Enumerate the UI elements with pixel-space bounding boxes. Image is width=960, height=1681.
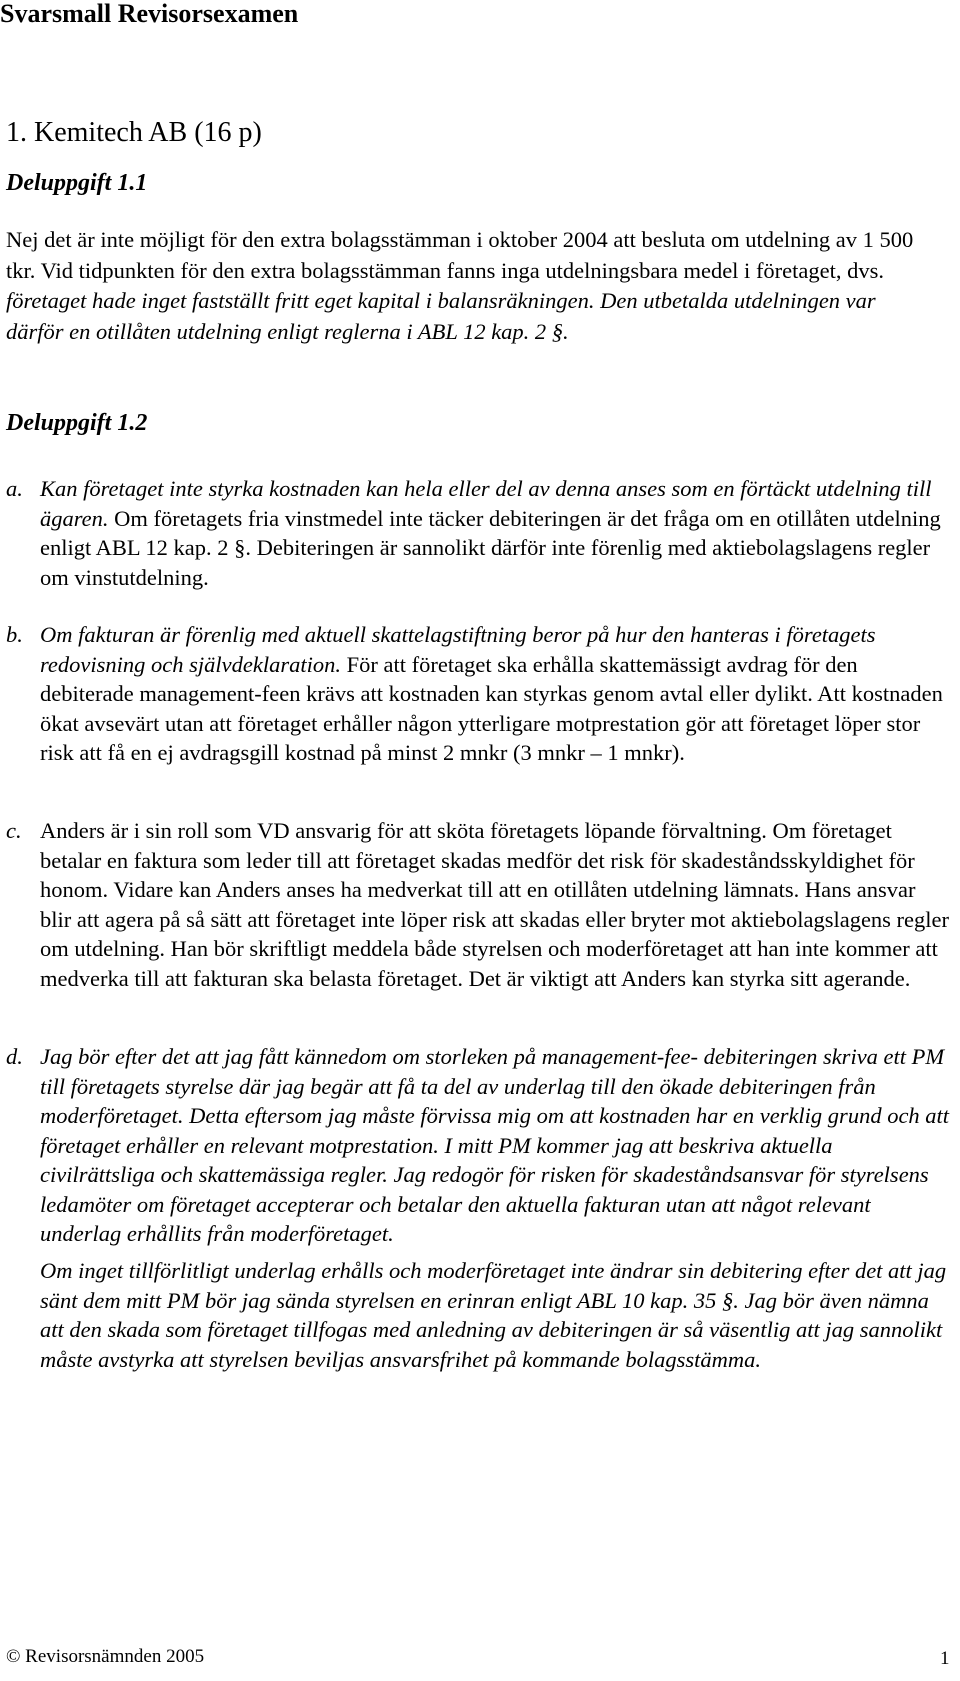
item-a-normal: Om företagets fria vinstmedel inte täcker debiteringen är det fråga om en otillåten utdelning enligt ABL 12 kap. 2 §. Debiteringen är sannolikt därför inte förenlig med aktiebolagslagens regler om vinstutdelning. [40, 505, 941, 590]
section-title: 1. Kemitech AB (16 p) [6, 117, 262, 148]
answer-1-1-normal: Nej det är inte möjligt för den extra bolagsstämman i oktober 2004 att besluta om utdelning av 1 500 tkr. Vid tidpunkten för den extra bolagsstämman fanns inga utdelningsbara medel i företaget, dvs. [6, 227, 914, 283]
item-b-italic: Om fakturan är förenlig med aktuell skattelagstiftning beror på hur den hanteras i företagets redovisning och självdeklaration. [40, 622, 876, 677]
item-b-normal: För att företaget ska erhålla skattemässigt avdrag för den debiterade management-feen krävs att kostnaden kan styrkas genom avtal eller dylikt. Att kostnaden ökat avsevärt utan att företaget erhåller någon ytterligare motprestation gör att företaget löper stor risk att få en ej avdragsgill kostnad på minst 2 mnkr (3 mnkr – 1 mnkr). [40, 651, 943, 765]
page-header: Svarsmall Revisorsexamen [0, 0, 299, 28]
item-d-italic: Jag bör efter det att jag fått kännedom om storleken på management-fee- debiteringen skriva ett PM till företagets styrelse där jag begär att få ta del av underlag till den ökade debiteringen från moderföretaget. Detta eftersom jag måste förvissa mig om att kostnaden har en verklig grund och att företaget erhåller en relevant motprestation. I mitt PM kommer jag att beskriva aktuella civilrättsliga och skattemässiga regler. Jag redogör för risken för skadeståndsansvar för styrelsens ledamöter om företaget accepterar och betalar den aktuella fakturan utan att något relevant underlag erhållits från moderföretaget. [40, 1044, 950, 1246]
answer-item-b [6, 620, 950, 768]
item-d-extra-paragraph: Om inget tillförlitligt underlag erhålls och moderföretaget inte ändrar sin debitering efter det att jag sänt dem mitt PM bör jag sända styrelsen en erinran enligt ABL 10 kap. 35 §. Jag bör även nämna att den skada som företaget tillfogas med anledning av debiteringen är så väsentlig att jag sannolikt måste avstyrka att styrelsen beviljas ansvarsfrihet på kommande bolagsstämma. [40, 1258, 947, 1372]
answer-item-c [6, 816, 950, 993]
subtask-heading-1-2: Deluppgift 1.2 [6, 410, 148, 436]
footer-page-number: 1 [940, 1648, 950, 1669]
answer-item-a [6, 474, 950, 592]
answer-item-d-continuation [6, 1256, 950, 1374]
answer-1-1-italic: företaget hade inget fastställt fritt eget kapital i balansräkningen. Den utbetalda utdelningen var därför en otillåten utdelning enligt reglerna i ABL 12 kap. 2 §. [6, 288, 876, 344]
footer-copyright: © Revisorsnämnden 2005 [6, 1646, 205, 1667]
item-label-d: d. [6, 1044, 23, 1069]
answer-1-1 [6, 225, 926, 347]
item-label-a: a. [6, 476, 23, 501]
item-label-c: c. [6, 818, 22, 843]
item-a-italic: Kan företaget inte styrka kostnaden kan hela eller del av denna anses som en förtäckt utdelning till ägaren. [40, 476, 932, 531]
subtask-heading-1-1: Deluppgift 1.1 [6, 170, 148, 196]
answer-item-d [6, 1042, 950, 1249]
item-c-normal: Anders är i sin roll som VD ansvarig för att sköta företagets löpande förvaltning. Om företaget betalar en faktura som leder till att företaget skadas medför det risk för skadeståndsskyldighet för honom. Vidare kan Anders anses ha medverkat till att en otillåten utdelning lämnats. Hans ansvar blir att agera på så sätt att företaget inte löper risk att skadas eller bryter mot aktiebolagslagens regler om utdelning. Han bör skriftligt meddela både styrelsen och moderföretaget att han inte kommer att medverka till att fakturan ska belasta företaget. Det är viktigt att Anders kan styrka sitt agerande. [40, 818, 950, 991]
item-label-b: b. [6, 622, 23, 647]
